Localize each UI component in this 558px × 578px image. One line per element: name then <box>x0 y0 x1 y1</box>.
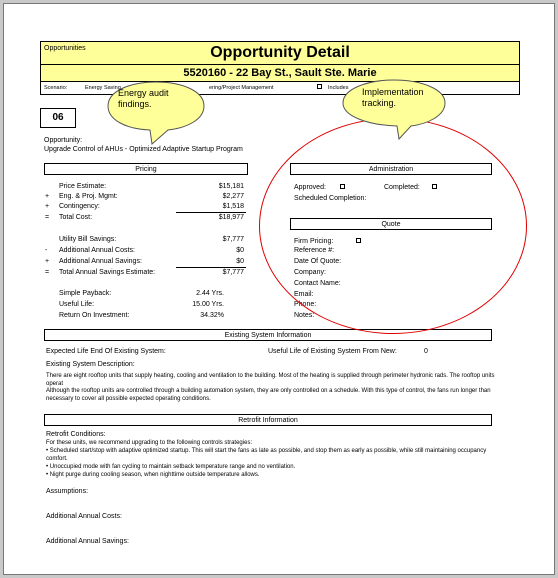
reference-label: Reference #: <box>294 247 335 254</box>
useful-life-value: 15.00 Yrs. <box>192 301 224 308</box>
retrofit-conditions-label: Retrofit Conditions: <box>46 431 106 438</box>
eng-proj-mgmt-label: Eng. & Proj. Mgmt: <box>59 193 118 200</box>
opportunity-label: Opportunity: <box>44 137 83 144</box>
existing-description-p2: Although the rooftop units are controlled through a building automation system, they are only controlled on a schedule. With this type of control, the fans run longer than necessary to cover all possible expected operating conditions. <box>46 388 491 402</box>
add-savings-value: $0 <box>236 258 244 265</box>
retrofit-line: • Scheduled start/stop with adaptive optimized startup. This will start the fans as late as possible, and stop them as early as possible, while still maintaining occupancy comfort. <box>46 448 487 462</box>
useful-life-new-value: 0 <box>424 348 428 355</box>
pricing-op: + <box>45 193 50 200</box>
quote-section-title: Quote <box>290 218 492 230</box>
existing-system-section-title: Existing System Information <box>44 329 492 341</box>
eng-proj-mgmt-value: $2,277 <box>222 193 244 200</box>
opportunity-name: Upgrade Control of AHUs - Optimized Adaptive Startup Program <box>44 146 243 153</box>
callout-energy-audit-text: Energy audit findings. <box>118 88 169 109</box>
additional-annual-savings-label: Additional Annual Savings: <box>46 538 129 545</box>
notes-label: Notes: <box>294 312 315 319</box>
email-label: Email: <box>294 291 314 298</box>
contingency-value: $1,518 <box>222 203 244 210</box>
expected-life-label: Expected Life End Of Existing System: <box>46 348 166 355</box>
roi-value: 34.32% <box>200 312 224 319</box>
page-title: Opportunity Detail <box>210 44 350 61</box>
phone-label: Phone: <box>294 301 317 308</box>
approved-label: Approved: <box>294 184 326 191</box>
completed-label: Completed: <box>384 184 420 191</box>
administration-section-title: Administration <box>290 163 492 175</box>
callout-implementation <box>339 76 449 142</box>
scheduled-completion-label: Scheduled Completion: <box>294 195 367 202</box>
add-costs-value: $0 <box>236 247 244 254</box>
scenario-checkbox[interactable] <box>317 84 322 89</box>
retrofit-line: For these units, we recommend upgrading to the following controls strategies: <box>46 440 253 446</box>
pricing-op: - <box>45 247 48 254</box>
simple-payback-value: 2.44 Yrs. <box>196 290 224 297</box>
assumptions-label: Assumptions: <box>46 488 89 495</box>
price-estimate-value: $15,181 <box>218 183 244 190</box>
simple-payback-label: Simple Payback: <box>59 290 112 297</box>
contingency-label: Contingency: <box>59 203 100 210</box>
company-label: Company: <box>294 269 326 276</box>
total-cost-value: $18,977 <box>218 214 244 221</box>
sum-divider <box>176 267 246 268</box>
scenario-label: Scenario: <box>44 85 68 91</box>
pricing-op: = <box>45 269 50 276</box>
pricing-op: + <box>45 258 50 265</box>
utility-savings-label: Utility Bill Savings: <box>59 236 117 243</box>
existing-description-p1: There are eight rooftop units that supply heating, cooling and ventilation to the building. Most of the heating is supplied through perimeter hydronic rads. The rooftop units operat <box>46 373 495 387</box>
scenario-text-2: ering/Project Management <box>209 85 274 91</box>
pricing-op: + <box>45 203 50 210</box>
address-line: 5520160 - 22 Bay St., Sault Ste. Marie <box>41 64 519 82</box>
callout-implementation-text: Implementation tracking. <box>362 87 424 108</box>
pricing-section-title: Pricing <box>44 163 248 175</box>
total-savings-label: Total Annual Savings Estimate: <box>59 269 156 276</box>
price-estimate-label: Price Estimate: <box>59 183 107 190</box>
scenario-text: Energy Saving <box>85 85 121 91</box>
firm-pricing-label: Firm Pricing: <box>294 238 334 245</box>
add-costs-label: Additional Annual Costs: <box>59 247 135 254</box>
retrofit-line: • Unoccupied mode with fan cycling to maintain setback temperature range and no ventilation. <box>46 464 296 470</box>
useful-life-label: Useful Life: <box>59 301 95 308</box>
contact-name-label: Contact Name: <box>294 280 341 287</box>
retrofit-section-title: Retrofit Information <box>44 414 492 426</box>
highlight-ellipse <box>259 118 527 334</box>
date-of-quote-label: Date Of Quote: <box>294 258 342 265</box>
utility-savings-value: $7,777 <box>222 236 244 243</box>
existing-description-label: Existing System Description: <box>46 361 135 368</box>
total-savings-value: $7,777 <box>222 269 244 276</box>
total-cost-label: Total Cost: <box>59 214 93 221</box>
additional-annual-costs-label: Additional Annual Costs: <box>46 513 122 520</box>
retrofit-line: • Night purge during cooling season, when nighttime outside temperature allows. <box>46 472 260 478</box>
sum-divider <box>176 212 246 213</box>
pricing-op: = <box>45 214 50 221</box>
scenario-includes: Includes <box>328 85 349 91</box>
useful-life-new-label: Useful Life of Existing System From New: <box>268 348 397 355</box>
roi-label: Return On Investment: <box>59 312 130 319</box>
header-label: Opportunities <box>44 45 86 52</box>
add-savings-label: Additional Annual Savings: <box>59 258 142 265</box>
opportunity-id: 06 <box>40 108 76 128</box>
document-page <box>3 3 555 575</box>
